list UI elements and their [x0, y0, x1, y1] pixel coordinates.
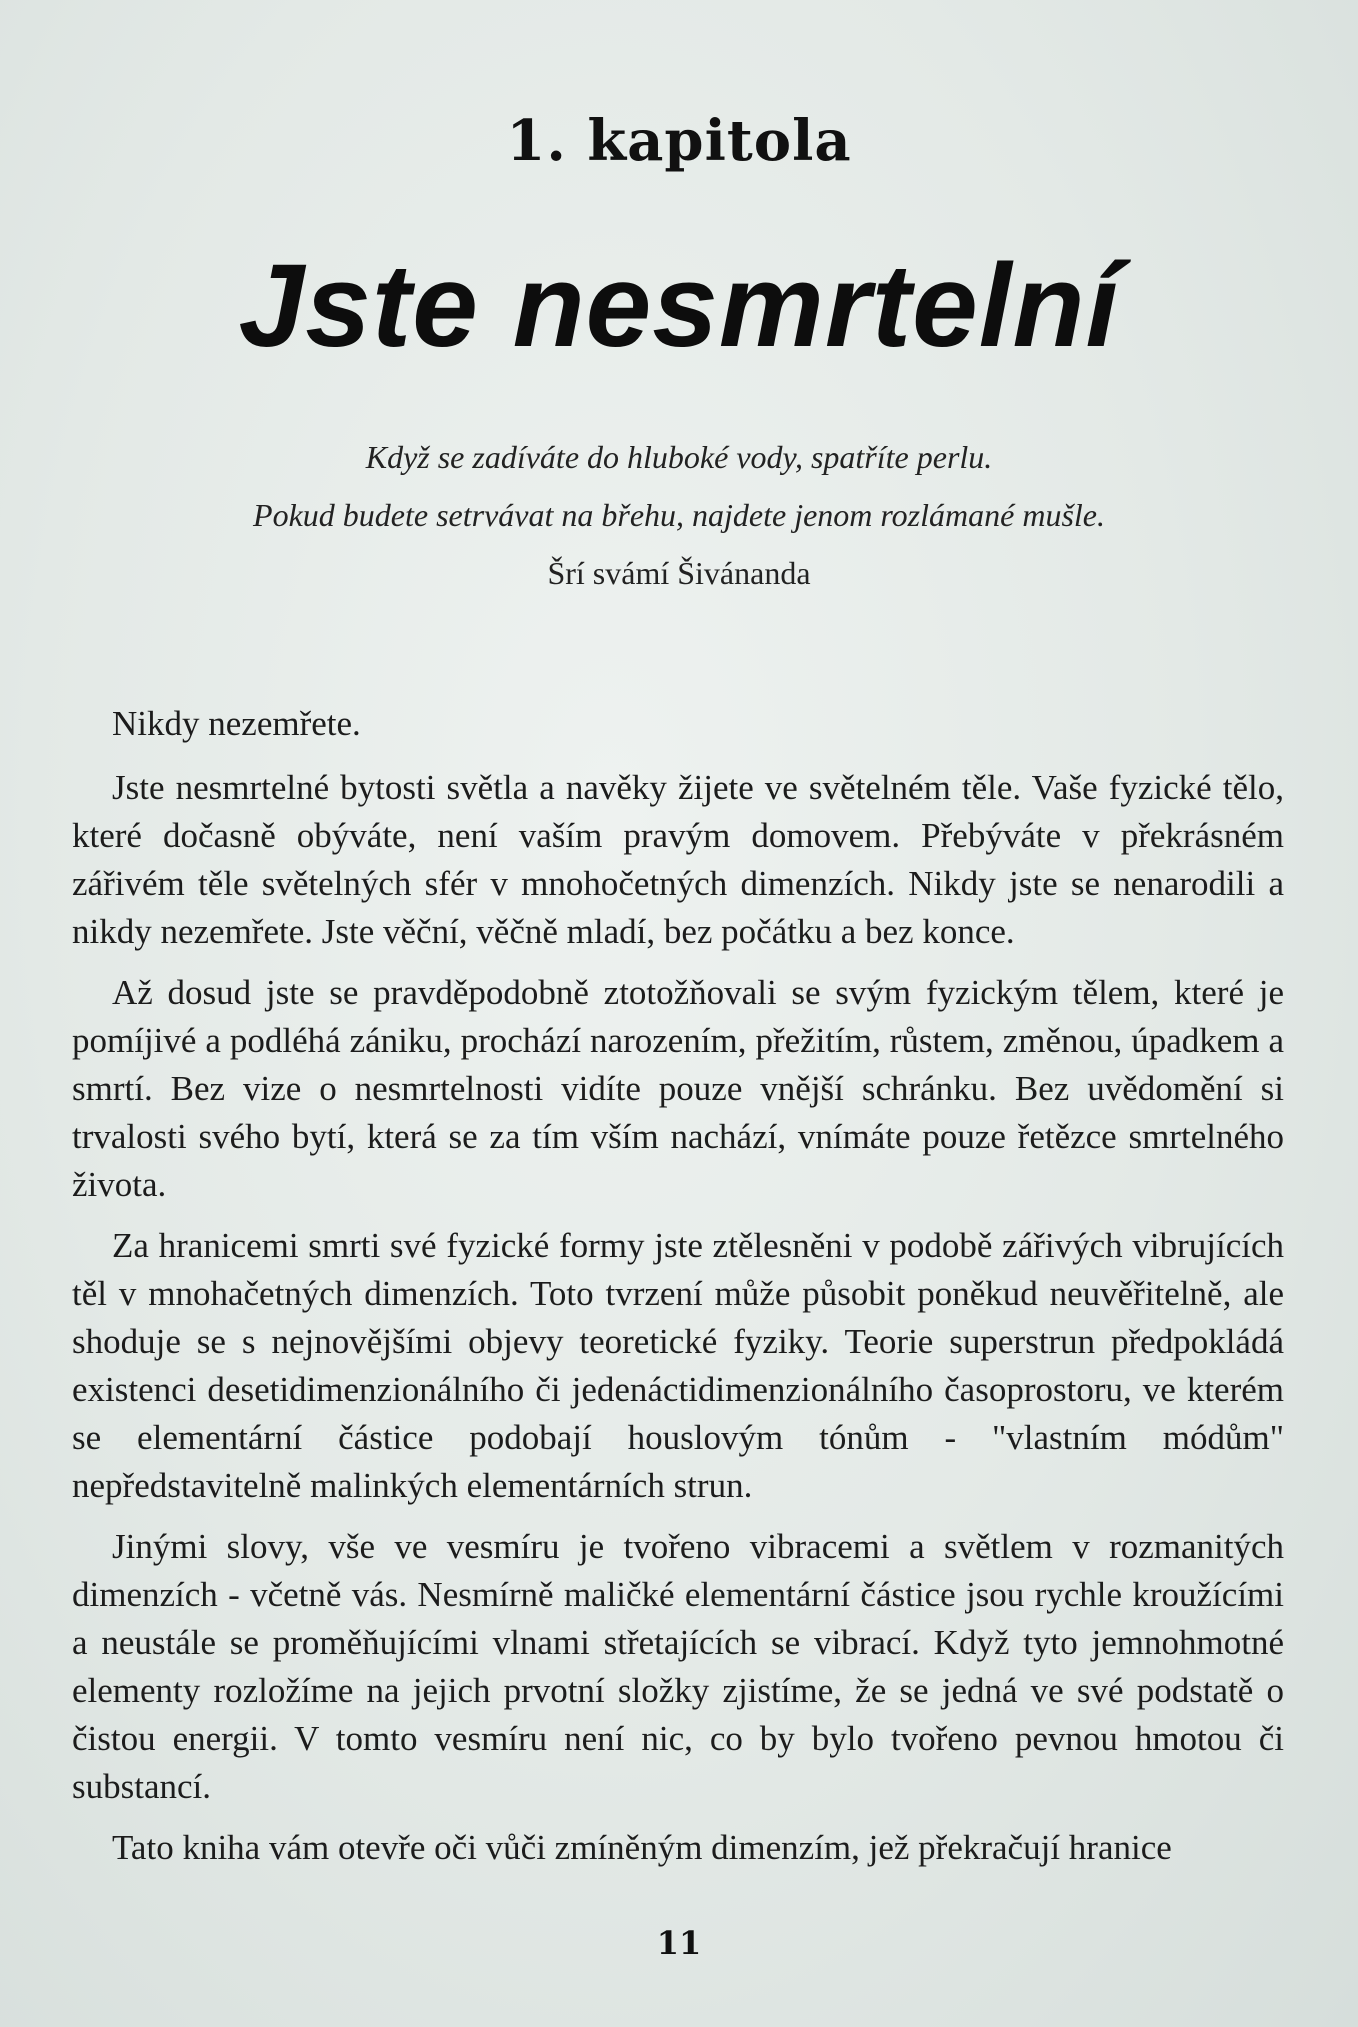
- paragraph: Jste nesmrtelné bytosti světla a navěky žijete ve světelném těle. Vaše fyzické tělo, které dočasně obýváte, není vaším pravým domovem. Přebýváte v překrásném zářivém těle světelných sfér v mnohočetných dimenzích. Nikdy jste se nenarodili a nikdy nezemřete. Jste věční, věčně mladí, bez počátku a bez konce.: [72, 768, 1284, 951]
- paragraph: Až dosud jste se pravděpodobně ztotožňovali se svým fyzickým tělem, které je pomíjivé a podléhá zániku, prochází narozením, přežitím, růstem, změnou, úpadkem a smrtí. Bez vize o nesmrtelnosti vidíte pouze vnější schránku. Bez uvědomění si trvalosti svého bytí, která se za tím vším nachází, vnímáte pouze řetězce smrtelného života.: [72, 973, 1284, 1204]
- paragraph: Za hranicemi smrti své fyzické formy jste ztělesněni v podobě zářivých vibrujících těl v mnohačetných dimenzích. Toto tvrzení může působit poněkud neuvěřitelně, ale shoduje se s nejnovějšími objevy teoretické fyziky. Teorie superstrun předpokládá existenci desetidimenzionálního či jedenáctidimenzionálního časoprostoru, ve kterém se elementární částice podobají houslovým tónům - "vlastním módům" nepředstavitelně malinkých elementárních strun.: [72, 1226, 1284, 1505]
- paragraph: Tato kniha vám otevře oči vůči zmíněným dimenzím, jež překračují hranice: [112, 1828, 1172, 1867]
- epigraph-author: Šrí svámí Šivánanda: [547, 555, 811, 591]
- epigraph: [0, 428, 1358, 602]
- chapter-title: Jste nesmrtelní: [238, 240, 1120, 372]
- paragraph: Jinými slovy, vše ve vesmíru je tvořeno vibracemi a světlem v rozmanitých dimenzích - včetně vás. Nesmírně maličké elementární částice jsou rychle kroužícími a neustále se proměňujícími vlnami střetajících se vibrací. Když tyto jemnohmotné elementy rozložíme na jejich prvotní složky zjistíme, že se jedná ve své podstatě o čistou energii. V tomto vesmíru není nic, co by bylo tvořeno pevnou hmotou či substancí.: [72, 1527, 1284, 1806]
- epigraph-line-1: Když se zadíváte do hluboké vody, spatříte perlu.: [365, 439, 993, 475]
- chapter-label: 1. kapitola: [506, 108, 852, 174]
- epigraph-line-2: Pokud budete setrvávat na břehu, najdete jenom rozlámané mušle.: [253, 497, 1105, 533]
- page-number: 11: [656, 1924, 702, 1962]
- body-text: [72, 700, 1284, 1885]
- paragraph: Nikdy nezemřete.: [112, 704, 361, 743]
